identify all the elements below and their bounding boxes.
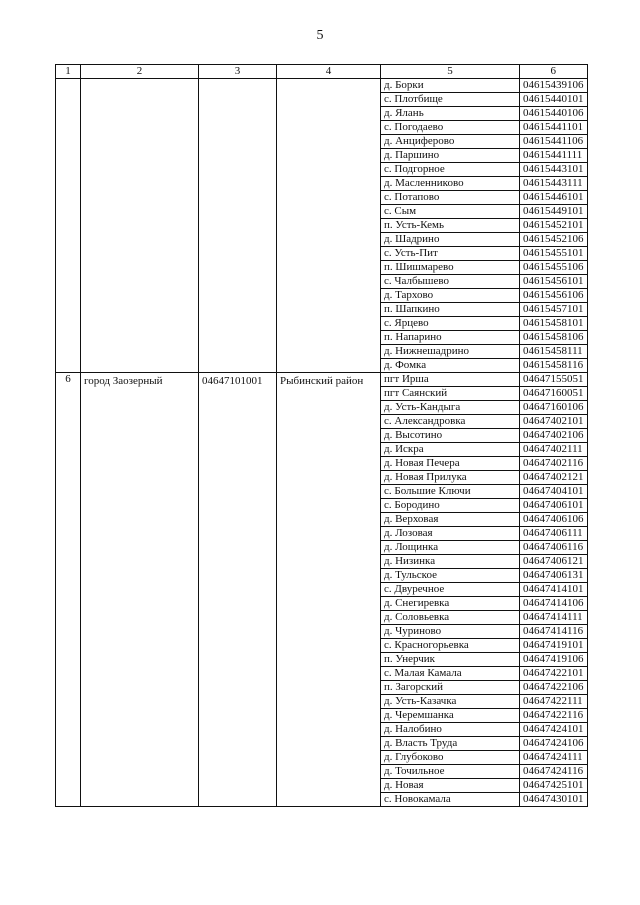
settlement-name: д. Новая: [381, 779, 520, 793]
city-name: город Заозерный: [81, 373, 199, 807]
header-row: [56, 65, 588, 79]
oktmo-code: 04647406101: [520, 499, 588, 513]
settlement-name: д. Лозовая: [381, 527, 520, 541]
settlement-name: п. Усть-Кемь: [381, 219, 520, 233]
oktmo-code: 04647402101: [520, 415, 588, 429]
settlement-name: с. Ярцево: [381, 317, 520, 331]
settlement-name: д. Шадрино: [381, 233, 520, 247]
table-row: [56, 79, 588, 93]
settlement-name: п. Загорский: [381, 681, 520, 695]
oktmo-code: 04647424111: [520, 751, 588, 765]
settlement-name: д. Высотино: [381, 429, 520, 443]
settlement-name: п. Унерчик: [381, 653, 520, 667]
city-code: 04647101001: [199, 373, 277, 807]
settlement-name: д. Чуриново: [381, 625, 520, 639]
column-header: 1: [56, 65, 81, 79]
oktmo-code: 04647424106: [520, 737, 588, 751]
oktmo-code: 04615441106: [520, 135, 588, 149]
row-number: 6: [56, 373, 81, 807]
oktmo-code: 04647406111: [520, 527, 588, 541]
oktmo-code: 04647424101: [520, 723, 588, 737]
settlement-name: с. Чалбышево: [381, 275, 520, 289]
oktmo-code: 04615441111: [520, 149, 588, 163]
settlement-name: д. Масленниково: [381, 177, 520, 191]
settlement-name: с. Новокамала: [381, 793, 520, 807]
oktmo-code: 04647419106: [520, 653, 588, 667]
settlement-name: д. Соловьевка: [381, 611, 520, 625]
empty-cell-code: [199, 79, 277, 373]
oktmo-code: 04647406106: [520, 513, 588, 527]
settlement-name: с. Плотбище: [381, 93, 520, 107]
settlement-name: п. Напарино: [381, 331, 520, 345]
oktmo-code: 04615456101: [520, 275, 588, 289]
settlement-name: д. Низинка: [381, 555, 520, 569]
column-header: 2: [81, 65, 199, 79]
oktmo-code: 04647406116: [520, 541, 588, 555]
oktmo-code: 04615440101: [520, 93, 588, 107]
settlement-name: с. Подгорное: [381, 163, 520, 177]
column-header: 5: [381, 65, 520, 79]
settlement-name: д. Власть Труда: [381, 737, 520, 751]
settlement-name: с. Бородино: [381, 499, 520, 513]
settlement-name: д. Нижнешадрино: [381, 345, 520, 359]
oktmo-code: 04647402121: [520, 471, 588, 485]
settlement-name: д. Фомка: [381, 359, 520, 373]
oktmo-code: 04647414111: [520, 611, 588, 625]
oktmo-code: 04647402106: [520, 429, 588, 443]
settlement-name: д. Анциферово: [381, 135, 520, 149]
settlement-name: д. Новая Печера: [381, 457, 520, 471]
oktmo-code: 04615452106: [520, 233, 588, 247]
oktmo-code: 04615446101: [520, 191, 588, 205]
oktmo-code: 04647414116: [520, 625, 588, 639]
settlement-name: с. Красногорьевка: [381, 639, 520, 653]
settlement-name: д. Ялань: [381, 107, 520, 121]
oktmo-code: 04647414101: [520, 583, 588, 597]
settlement-name: с. Двуречное: [381, 583, 520, 597]
settlement-name: д. Черемшанка: [381, 709, 520, 723]
oktmo-code: 04615440106: [520, 107, 588, 121]
oktmo-code: 04615458106: [520, 331, 588, 345]
table-body: [56, 79, 588, 807]
oktmo-code: 04647402111: [520, 443, 588, 457]
oktmo-code: 04647425101: [520, 779, 588, 793]
settlement-name: с. Большие Ключи: [381, 485, 520, 499]
oktmo-code: 04615443111: [520, 177, 588, 191]
district-name: Рыбинский район: [277, 373, 381, 807]
settlement-name: п. Шишмарево: [381, 261, 520, 275]
settlement-name: д. Верховая: [381, 513, 520, 527]
empty-cell-city: [81, 79, 199, 373]
oktmo-code: 04647155051: [520, 373, 588, 387]
oktmo-code: 04647406131: [520, 569, 588, 583]
settlement-name: д. Лощинка: [381, 541, 520, 555]
oktmo-code: 04615449101: [520, 205, 588, 219]
column-header: 4: [277, 65, 381, 79]
oktmo-code: 04647404101: [520, 485, 588, 499]
settlement-name: д. Налобино: [381, 723, 520, 737]
oktmo-code: 04615457101: [520, 303, 588, 317]
oktmo-code: 04647406121: [520, 555, 588, 569]
oktmo-code: 04615441101: [520, 121, 588, 135]
oktmo-code: 04615456106: [520, 289, 588, 303]
oktmo-code: 04647424116: [520, 765, 588, 779]
oktmo-code: 04615439106: [520, 79, 588, 93]
settlement-name: п. Шапкино: [381, 303, 520, 317]
settlement-name: д. Новая Прилука: [381, 471, 520, 485]
settlement-name: пгт Ирша: [381, 373, 520, 387]
page-number: 5: [316, 28, 324, 43]
settlement-name: с. Усть-Пит: [381, 247, 520, 261]
oktmo-code: 04647419101: [520, 639, 588, 653]
settlement-name: д. Глубоково: [381, 751, 520, 765]
oktmo-code: 04647422106: [520, 681, 588, 695]
oktmo-code: 04647414106: [520, 597, 588, 611]
column-header: 6: [520, 65, 588, 79]
settlement-name: с. Потапово: [381, 191, 520, 205]
settlement-name: д. Снегиревка: [381, 597, 520, 611]
empty-cell-num: [56, 79, 81, 373]
oktmo-code: 04647160051: [520, 387, 588, 401]
oktmo-code: 04647422111: [520, 695, 588, 709]
oktmo-code: 04647160106: [520, 401, 588, 415]
table-row: [56, 373, 588, 387]
settlement-name: с. Малая Камала: [381, 667, 520, 681]
oktmo-code: 04615452101: [520, 219, 588, 233]
oktmo-code: 04615458116: [520, 359, 588, 373]
empty-cell-district: [277, 79, 381, 373]
settlement-name: д. Борки: [381, 79, 520, 93]
settlement-name: д. Паршино: [381, 149, 520, 163]
settlement-name: пгт Саянский: [381, 387, 520, 401]
oktmo-code: 04615458101: [520, 317, 588, 331]
oktmo-code: 04615443101: [520, 163, 588, 177]
settlement-name: д. Усть-Кандыга: [381, 401, 520, 415]
oktmo-code: 04615455101: [520, 247, 588, 261]
settlement-name: д. Искра: [381, 443, 520, 457]
oktmo-code: 04647402116: [520, 457, 588, 471]
settlement-name: д. Усть-Казачка: [381, 695, 520, 709]
settlement-name: с. Сым: [381, 205, 520, 219]
oktmo-code: 04647430101: [520, 793, 588, 807]
column-header: 3: [199, 65, 277, 79]
oktmo-code: 04647422116: [520, 709, 588, 723]
settlement-name: д. Тульское: [381, 569, 520, 583]
settlement-name: д. Точильное: [381, 765, 520, 779]
settlement-name: д. Тархово: [381, 289, 520, 303]
settlement-name: с. Александровка: [381, 415, 520, 429]
oktmo-code: 04615458111: [520, 345, 588, 359]
oktmo-code: 04647422101: [520, 667, 588, 681]
settlement-name: с. Погодаево: [381, 121, 520, 135]
oktmo-code: 04615455106: [520, 261, 588, 275]
settlements-table: [55, 64, 588, 807]
